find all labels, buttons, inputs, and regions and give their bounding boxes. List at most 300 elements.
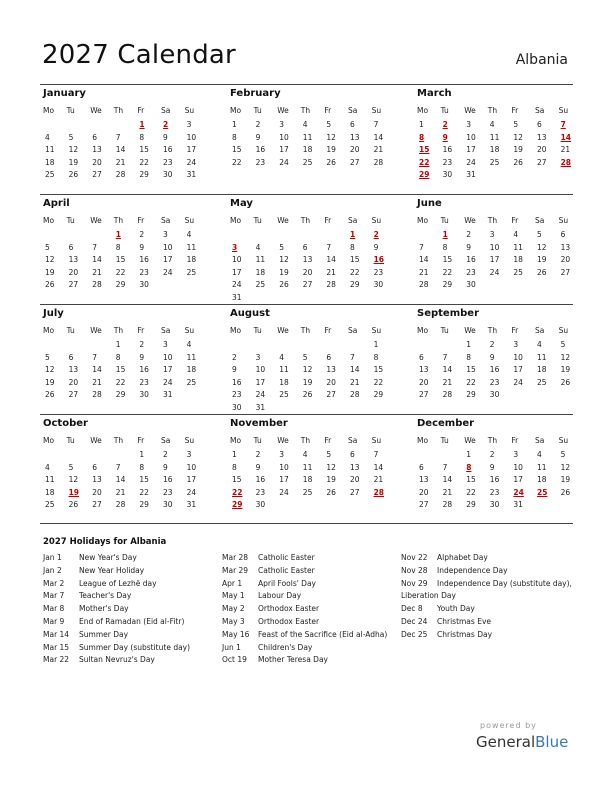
day-cell: 12 xyxy=(68,475,79,485)
weekday-header: Sa xyxy=(348,436,358,445)
day-cell: 16 xyxy=(442,145,453,155)
day-cell: 21 xyxy=(115,487,126,497)
day-cell: 25 xyxy=(513,267,523,277)
holiday-date: Mar 22 xyxy=(43,655,70,665)
weekday-header: Su xyxy=(558,436,569,445)
holiday-day-cell: 3 xyxy=(232,242,238,252)
weekday-header: Tu xyxy=(66,436,75,445)
day-cell: 27 xyxy=(537,157,547,167)
weekday-header: Su xyxy=(371,106,382,115)
day-cell: 30 xyxy=(489,390,500,400)
day-cell: 22 xyxy=(466,487,476,497)
weekday-header: Mo xyxy=(417,216,429,225)
weekday-header: Mo xyxy=(230,216,242,225)
day-cell: 13 xyxy=(560,242,571,252)
day-cell: 4 xyxy=(255,242,261,252)
weekday-header: Fr xyxy=(324,326,332,335)
day-cell: 14 xyxy=(442,475,453,485)
day-cell: 7 xyxy=(442,352,448,362)
weekday-header: We xyxy=(464,436,476,445)
day-cell: 14 xyxy=(115,475,126,485)
day-cell: 23 xyxy=(489,377,500,387)
day-cell: 30 xyxy=(163,500,173,510)
weekday-header: Tu xyxy=(66,106,75,115)
weekday-header: Su xyxy=(558,216,569,225)
day-cell: 11 xyxy=(279,365,289,375)
day-cell: 16 xyxy=(163,475,173,485)
weekday-header: Tu xyxy=(440,106,449,115)
holiday-date: Mar 28 xyxy=(222,553,249,562)
holiday-name: Catholic Easter xyxy=(258,565,315,575)
weekday-header: We xyxy=(90,106,102,115)
day-cell: 2 xyxy=(139,230,145,239)
weekday-header: Su xyxy=(184,326,195,335)
day-cell: 4 xyxy=(489,120,495,129)
day-cell: 31 xyxy=(232,293,242,302)
holiday-date: Jan 1 xyxy=(43,553,62,562)
day-cell: 21 xyxy=(326,267,336,277)
holiday-name: Sultan Nevruz's Day xyxy=(79,655,155,665)
day-cell: 13 xyxy=(537,132,547,142)
day-cell: 24 xyxy=(232,280,242,290)
day-cell: 13 xyxy=(419,475,429,485)
day-cell: 1 xyxy=(139,450,145,459)
weekday-header: Sa xyxy=(161,216,171,225)
weekday-header: Tu xyxy=(253,216,262,225)
country-label: Albania xyxy=(515,52,568,68)
weekday-header: Mo xyxy=(43,436,55,445)
day-cell: 3 xyxy=(255,352,261,362)
day-cell: 27 xyxy=(350,487,360,497)
weekday-header: Th xyxy=(300,326,311,335)
day-cell: 8 xyxy=(442,242,448,252)
holiday-name: Mother's Day xyxy=(79,604,129,614)
day-cell: 16 xyxy=(255,475,266,485)
day-cell: 14 xyxy=(373,462,384,472)
holiday-date: May 1 xyxy=(222,591,245,601)
day-cell: 4 xyxy=(45,132,50,142)
day-cell: 25 xyxy=(186,377,197,387)
day-cell: 21 xyxy=(560,145,571,155)
weekday-header: Su xyxy=(558,106,569,115)
day-cell: 6 xyxy=(68,242,74,252)
holiday-name: Independence Day (substitute day), xyxy=(437,578,572,588)
day-cell: 24 xyxy=(163,377,173,387)
month-name: January xyxy=(43,88,86,99)
day-cell: 4 xyxy=(279,352,284,362)
day-cell: 30 xyxy=(139,280,149,290)
day-cell: 9 xyxy=(255,462,261,472)
weekday-header: Su xyxy=(371,326,382,335)
holiday-day-cell: 8 xyxy=(419,132,425,142)
holiday-date: Jan 2 xyxy=(43,565,62,575)
month-name: October xyxy=(43,418,88,429)
day-cell: 6 xyxy=(92,132,97,142)
holiday-date: Mar 29 xyxy=(222,565,249,575)
day-cell: 7 xyxy=(115,462,121,472)
day-cell: 21 xyxy=(419,267,429,277)
weekday-header: Su xyxy=(184,216,195,225)
day-cell: 7 xyxy=(115,132,121,142)
weekday-header: Tu xyxy=(440,436,449,445)
holiday-day-cell: 2 xyxy=(442,120,448,129)
weekday-header: Tu xyxy=(66,326,75,335)
weekday-header: Su xyxy=(184,436,195,445)
day-cell: 6 xyxy=(68,352,74,362)
day-cell: 3 xyxy=(279,120,284,129)
day-cell: 28 xyxy=(115,170,126,180)
day-cell: 30 xyxy=(466,280,476,290)
day-cell: 12 xyxy=(537,242,547,252)
day-cell: 17 xyxy=(186,475,197,485)
holiday-day-cell: 29 xyxy=(232,500,243,510)
month-name: February xyxy=(230,88,281,99)
holiday-name: Christmas Day xyxy=(437,629,493,639)
day-cell: 7 xyxy=(350,352,355,362)
day-cell: 15 xyxy=(466,365,476,375)
weekday-header: Fr xyxy=(137,106,145,115)
day-cell: 27 xyxy=(326,390,336,400)
day-cell: 16 xyxy=(255,145,266,155)
day-cell: 30 xyxy=(442,170,453,180)
day-cell: 5 xyxy=(326,120,332,129)
day-cell: 19 xyxy=(326,145,336,155)
day-cell: 13 xyxy=(350,462,360,472)
day-cell: 20 xyxy=(302,267,313,277)
holiday-date: Nov 22 xyxy=(401,553,428,562)
day-cell: 2 xyxy=(163,450,168,459)
day-cell: 5 xyxy=(560,340,566,349)
holiday-name: Liberation Day xyxy=(401,591,456,601)
day-cell: 24 xyxy=(255,390,266,400)
day-cell: 29 xyxy=(466,500,476,510)
day-cell: 10 xyxy=(279,462,289,472)
day-cell: 16 xyxy=(489,365,500,375)
day-cell: 27 xyxy=(68,390,79,400)
day-cell: 11 xyxy=(513,242,523,252)
weekday-header: Sa xyxy=(161,326,171,335)
weekday-header: Fr xyxy=(137,436,145,445)
day-cell: 5 xyxy=(45,242,50,252)
day-cell: 11 xyxy=(489,132,500,142)
day-cell: 6 xyxy=(350,450,355,459)
day-cell: 3 xyxy=(513,450,519,459)
day-cell: 19 xyxy=(560,475,571,485)
day-cell: 23 xyxy=(139,267,149,277)
day-cell: 16 xyxy=(163,145,173,155)
brand-general: General xyxy=(476,733,536,751)
day-cell: 29 xyxy=(442,280,453,290)
day-cell: 17 xyxy=(279,145,289,155)
day-cell: 23 xyxy=(373,267,384,277)
day-cell: 22 xyxy=(232,157,242,167)
brand-blue: Blue xyxy=(535,733,569,751)
weekday-header: Fr xyxy=(511,106,519,115)
holiday-name: April Fools' Day xyxy=(258,578,316,588)
day-cell: 29 xyxy=(115,390,126,400)
day-cell: 18 xyxy=(255,267,266,277)
day-cell: 15 xyxy=(232,145,242,155)
weekday-header: Fr xyxy=(324,106,332,115)
day-cell: 29 xyxy=(139,500,149,510)
day-cell: 12 xyxy=(45,365,55,375)
day-cell: 20 xyxy=(537,145,547,155)
month-name: September xyxy=(417,308,479,319)
day-cell: 10 xyxy=(232,255,242,265)
row-divider xyxy=(40,304,573,305)
holiday-name: Mother Teresa Day xyxy=(258,655,328,665)
day-cell: 31 xyxy=(186,170,197,180)
day-cell: 1 xyxy=(115,340,121,349)
day-cell: 27 xyxy=(419,390,429,400)
day-cell: 9 xyxy=(373,242,379,252)
holiday-day-cell: 9 xyxy=(442,132,448,142)
day-cell: 26 xyxy=(302,390,313,400)
day-cell: 23 xyxy=(255,157,266,167)
day-cell: 25 xyxy=(279,390,289,400)
weekday-header: Su xyxy=(184,106,195,115)
day-cell: 6 xyxy=(92,462,97,472)
month-name: December xyxy=(417,418,475,429)
day-cell: 28 xyxy=(92,390,102,400)
holiday-day-cell: 22 xyxy=(419,157,430,167)
day-cell: 5 xyxy=(68,462,74,472)
day-cell: 6 xyxy=(537,120,542,129)
holiday-day-cell: 1 xyxy=(139,120,145,129)
day-cell: 20 xyxy=(350,475,360,485)
day-cell: 29 xyxy=(466,390,476,400)
day-cell: 12 xyxy=(68,145,79,155)
holiday-day-cell: 29 xyxy=(419,170,430,180)
day-cell: 6 xyxy=(302,242,308,252)
day-cell: 13 xyxy=(419,365,429,375)
day-cell: 4 xyxy=(537,450,542,459)
day-cell: 10 xyxy=(489,242,500,252)
weekday-header: Tu xyxy=(66,216,75,225)
weekday-header: Su xyxy=(558,326,569,335)
day-cell: 17 xyxy=(232,267,242,277)
day-cell: 14 xyxy=(419,255,429,265)
weekday-header: Sa xyxy=(348,216,358,225)
day-cell: 31 xyxy=(513,500,523,510)
day-cell: 29 xyxy=(139,170,149,180)
day-cell: 25 xyxy=(186,267,197,277)
day-cell: 11 xyxy=(255,255,266,265)
day-cell: 26 xyxy=(68,500,79,510)
day-cell: 13 xyxy=(92,475,102,485)
day-cell: 6 xyxy=(419,462,424,472)
weekday-header: Th xyxy=(113,216,124,225)
month-name: March xyxy=(417,88,452,99)
day-cell: 16 xyxy=(489,475,500,485)
day-cell: 21 xyxy=(442,487,453,497)
day-cell: 26 xyxy=(560,487,571,497)
day-cell: 29 xyxy=(373,390,384,400)
day-cell: 22 xyxy=(139,157,149,167)
day-cell: 20 xyxy=(419,487,429,497)
day-cell: 10 xyxy=(186,462,197,472)
holiday-day-cell: 1 xyxy=(350,230,356,239)
day-cell: 17 xyxy=(279,475,289,485)
day-cell: 12 xyxy=(560,352,571,362)
holiday-day-cell: 22 xyxy=(232,487,243,497)
day-cell: 15 xyxy=(115,255,126,265)
day-cell: 24 xyxy=(466,157,476,167)
day-cell: 8 xyxy=(115,352,121,362)
holiday-name: Alphabet Day xyxy=(437,553,488,562)
holiday-date: Mar 8 xyxy=(43,604,65,614)
weekday-header: Mo xyxy=(43,216,55,225)
day-cell: 22 xyxy=(442,267,453,277)
holiday-date: Mar 7 xyxy=(43,591,65,601)
weekday-header: Tu xyxy=(253,436,262,445)
day-cell: 15 xyxy=(373,365,384,375)
day-cell: 13 xyxy=(92,145,102,155)
weekday-header: Fr xyxy=(137,326,145,335)
day-cell: 11 xyxy=(302,132,313,142)
day-cell: 21 xyxy=(373,475,384,485)
day-cell: 26 xyxy=(513,157,523,167)
day-cell: 9 xyxy=(139,242,145,252)
holiday-date: May 2 xyxy=(222,604,245,614)
day-cell: 28 xyxy=(419,280,429,290)
weekday-header: Sa xyxy=(535,436,545,445)
day-cell: 6 xyxy=(419,352,424,362)
day-cell: 22 xyxy=(350,267,360,277)
holiday-name: End of Ramadan (Eid al-Fitr) xyxy=(79,617,185,626)
day-cell: 27 xyxy=(350,157,360,167)
holiday-date: Dec 24 xyxy=(401,617,428,626)
day-cell: 25 xyxy=(537,377,547,387)
day-cell: 24 xyxy=(163,267,173,277)
day-cell: 11 xyxy=(186,352,197,362)
day-cell: 17 xyxy=(466,145,476,155)
day-cell: 24 xyxy=(279,487,289,497)
day-cell: 28 xyxy=(373,157,384,167)
day-cell: 6 xyxy=(326,352,332,362)
day-cell: 19 xyxy=(302,377,313,387)
day-cell: 30 xyxy=(163,170,173,180)
weekday-header: Th xyxy=(113,436,124,445)
day-cell: 23 xyxy=(442,157,453,167)
holiday-name: Summer Day (substitute day) xyxy=(79,642,191,652)
day-cell: 23 xyxy=(255,487,266,497)
day-cell: 22 xyxy=(466,377,476,387)
day-cell: 8 xyxy=(139,462,145,472)
day-cell: 21 xyxy=(115,157,126,167)
brand-logo[interactable] xyxy=(476,733,568,751)
day-cell: 5 xyxy=(68,132,74,142)
holiday-day-cell: 28 xyxy=(560,157,572,167)
day-cell: 21 xyxy=(442,377,453,387)
day-cell: 20 xyxy=(92,487,102,497)
day-cell: 18 xyxy=(537,475,547,485)
day-cell: 23 xyxy=(163,157,173,167)
day-cell: 23 xyxy=(232,390,242,400)
holiday-name: Independence Day xyxy=(437,565,508,575)
day-cell: 10 xyxy=(466,132,476,142)
day-cell: 12 xyxy=(326,132,336,142)
weekday-header: Mo xyxy=(230,106,242,115)
day-cell: 22 xyxy=(115,267,126,277)
day-cell: 25 xyxy=(45,170,55,180)
day-cell: 5 xyxy=(513,120,519,129)
day-cell: 18 xyxy=(45,157,55,167)
day-cell: 24 xyxy=(186,487,197,497)
weekday-header: We xyxy=(90,436,102,445)
day-cell: 25 xyxy=(302,157,313,167)
holiday-day-cell: 16 xyxy=(373,255,385,265)
day-cell: 29 xyxy=(350,280,360,290)
weekday-header: Fr xyxy=(511,436,519,445)
day-cell: 26 xyxy=(279,280,289,290)
holiday-day-cell: 14 xyxy=(560,132,572,142)
day-cell: 9 xyxy=(489,352,495,362)
day-cell: 8 xyxy=(350,242,355,252)
day-cell: 31 xyxy=(186,500,197,510)
day-cell: 30 xyxy=(255,500,266,510)
day-cell: 28 xyxy=(442,390,453,400)
day-cell: 18 xyxy=(489,145,500,155)
weekday-header: We xyxy=(277,106,289,115)
day-cell: 12 xyxy=(45,255,55,265)
day-cell: 17 xyxy=(513,475,523,485)
day-cell: 7 xyxy=(419,242,424,252)
day-cell: 10 xyxy=(163,242,173,252)
day-cell: 11 xyxy=(302,462,313,472)
weekday-header: Th xyxy=(300,106,311,115)
day-cell: 2 xyxy=(489,340,495,349)
day-cell: 17 xyxy=(163,365,173,375)
holiday-date: Mar 2 xyxy=(43,578,65,588)
day-cell: 13 xyxy=(68,255,79,265)
day-cell: 27 xyxy=(419,500,429,510)
day-cell: 3 xyxy=(489,230,495,239)
day-cell: 21 xyxy=(350,377,360,387)
holiday-day-cell: 25 xyxy=(537,487,548,497)
day-cell: 15 xyxy=(232,475,242,485)
holiday-name: Teacher's Day xyxy=(79,591,132,601)
day-cell: 28 xyxy=(442,500,453,510)
day-cell: 1 xyxy=(466,450,471,459)
day-cell: 14 xyxy=(350,365,360,375)
day-cell: 30 xyxy=(232,403,242,412)
day-cell: 8 xyxy=(232,462,237,472)
day-cell: 14 xyxy=(92,255,102,265)
day-cell: 18 xyxy=(186,255,197,265)
powered-by-label: powered by xyxy=(480,721,537,730)
day-cell: 19 xyxy=(45,377,55,387)
row-divider xyxy=(40,414,573,415)
day-cell: 8 xyxy=(466,352,471,362)
day-cell: 4 xyxy=(186,340,192,349)
day-cell: 19 xyxy=(279,267,289,277)
day-cell: 26 xyxy=(45,280,55,290)
day-cell: 5 xyxy=(326,450,332,459)
day-cell: 26 xyxy=(537,267,547,277)
day-cell: 25 xyxy=(255,280,266,290)
day-cell: 20 xyxy=(419,377,429,387)
day-cell: 19 xyxy=(513,145,523,155)
day-cell: 25 xyxy=(45,500,55,510)
day-cell: 28 xyxy=(115,500,126,510)
day-cell: 5 xyxy=(537,230,542,239)
day-cell: 20 xyxy=(92,157,102,167)
day-cell: 13 xyxy=(326,365,336,375)
holiday-day-cell: 8 xyxy=(466,462,472,472)
day-cell: 28 xyxy=(326,280,336,290)
day-cell: 19 xyxy=(560,365,571,375)
